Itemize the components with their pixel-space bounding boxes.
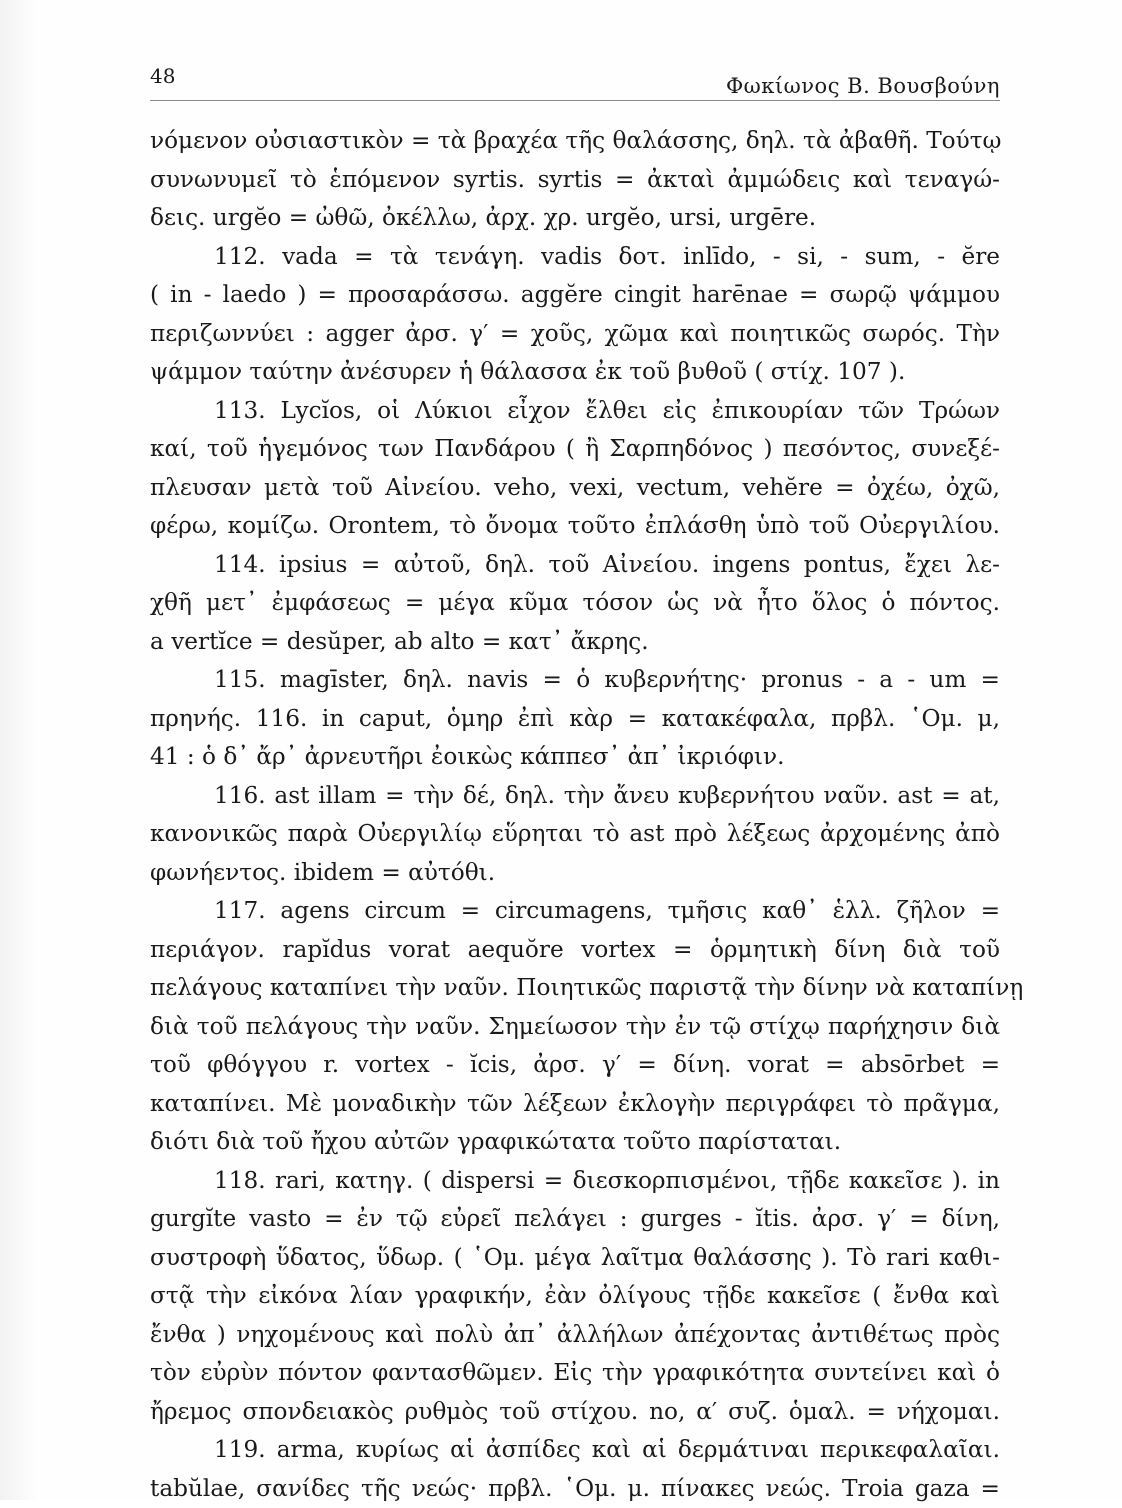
text-line: στᾷ τὴν εἰκόνα λίαν γραφικήν, ἐὰν ὀλίγους τῇδε κακεῖσε ( ἔνθα καὶ — [150, 1277, 1000, 1316]
page-number: 48 — [150, 64, 175, 88]
text-line: διότι διὰ τοῦ ἤχου αὐτῶν γραφικώτατα τοῦτο παρίσταται. — [150, 1123, 1000, 1162]
text-line: δεις. urgĕo = ὠθῶ, ὀκέλλω, ἀρχ. χρ. urgĕo, ursi, urgēre. — [150, 199, 1000, 238]
header-rule — [150, 100, 1000, 101]
text-line: περιάγον. rapĭdus vorat aequŏre vortex = ὁρμητικὴ δίνη διὰ τοῦ — [150, 931, 1000, 970]
running-title: Φωκίωνος Β. Βουσβούνη — [726, 74, 1000, 98]
text-line: νόμενον οὐσιαστικὸν = τὰ βραχέα τῆς θαλάσσης, δηλ. τὰ ἀβαθῆ. Τούτῳ — [150, 122, 1000, 161]
text-line: 115. magīster, δηλ. navis = ὁ κυβερνήτης· pronus - a - um = — [150, 661, 1000, 700]
text-line: 41 : ὁ δ᾽ ἄρ᾽ ἀρνευτῆρι ἐοικὼς κάππεσ᾽ ἀπ᾽ ἰκριόφιν. — [150, 738, 1000, 777]
text-line: φωνήεντος. ibidem = αὐτόθι. — [150, 854, 1000, 893]
text-line: χθῆ μετ᾽ ἐμφάσεως = μέγα κῦμα τόσον ὡς νὰ ἦτο ὅλος ὁ πόντος. — [150, 584, 1000, 623]
text-line: 116. ast illam = τὴν δέ, δηλ. τὴν ἄνευ κυβερνήτου ναῦν. ast = at, — [150, 777, 1000, 816]
text-line: 113. Lycĭos, οἱ Λύκιοι εἶχον ἔλθει εἰς ἐπικουρίαν τῶν Τρώων — [150, 392, 1000, 431]
text-line: a vertĭce = desŭper, ab alto = κατ᾽ ἄκρης. — [150, 623, 1000, 662]
text-line: συνωνυμεῖ τὸ ἑπόμενον syrtis. syrtis = ἀκταὶ ἀμμώδεις καὶ τεναγώ- — [150, 161, 1000, 200]
page-header — [150, 64, 1000, 104]
text-line: συστροφὴ ὕδατος, ὕδωρ. ( ῾Ομ. μέγα λαῖτμα θαλάσσης ). Τὸ rari καθι- — [150, 1239, 1000, 1278]
page-edge-shadow — [0, 0, 40, 1500]
text-line: 117. agens circum = circumagens, τμῆσις καθ᾽ ἑλλ. ζῆλον = — [150, 892, 1000, 931]
text-line: πρηνής. 116. in caput, ὁμηρ ἐπὶ κὰρ = κατακέφαλα, πρβλ. ῾Ομ. μ, — [150, 700, 1000, 739]
text-line: τοῦ φθόγγου r. vortex - ĭcis, ἀρσ. γ′ = δίνη. vorat = absōrbet = — [150, 1046, 1000, 1085]
text-line: ( in - laedo ) = προσαράσσω. aggĕre cingit harēnae = σωρῷ ψάμμου — [150, 276, 1000, 315]
text-line: 118. rari, κατηγ. ( dispersi = διεσκορπισμένοι, τῇδε κακεῖσε ). in — [150, 1162, 1000, 1201]
text-line: 112. vada = τὰ τενάγη. vadis δοτ. inlīdo, - si, - sum, - ĕre — [150, 238, 1000, 277]
text-line: 114. ipsius = αὐτοῦ, δηλ. τοῦ Αἰνείου. ingens pontus, ἔχει λε- — [150, 546, 1000, 585]
text-line: περιζωννύει : agger ἀρσ. γ′ = χοῦς, χῶμα καὶ ποιητικῶς σωρός. Τὴν — [150, 315, 1000, 354]
commentary-text — [150, 122, 1000, 1508]
text-line: πλευσαν μετὰ τοῦ Αἰνείου. veho, vexi, vectum, vehĕre = ὀχέω, ὀχῶ, — [150, 469, 1000, 508]
text-line: διὰ τοῦ πελάγους τὴν ναῦν. Σημείωσον τὴν ἐν τῷ στίχῳ παρήχησιν διὰ — [150, 1008, 1000, 1047]
text-line: 119. arma, κυρίως αἱ ἀσπίδες καὶ αἱ δερμάτιναι περικεφαλαῖαι. — [150, 1431, 1000, 1470]
text-line: καταπίνει. Μὲ μοναδικὴν τῶν λέξεων ἐκλογὴν περιγράφει τὸ πρᾶγμα, — [150, 1085, 1000, 1124]
text-line: tabŭlae, σανίδες τῆς νεώς· πρβλ. ῾Ομ. μ. πίνακες νεώς. Troia gaza = — [150, 1470, 1000, 1508]
text-line: πελάγους καταπίνει τὴν ναῦν. Ποιητικῶς παριστᾷ τὴν δίνην νὰ καταπίνῃ — [150, 969, 1000, 1008]
text-line: κανονικῶς παρὰ Οὐεργιλίῳ εὕρηται τὸ ast πρὸ λέξεως ἀρχομένης ἀπὸ — [150, 815, 1000, 854]
text-line: ἤρεμος σπονδειακὸς ρυθμὸς τοῦ στίχου. no, α′ συζ. ὁμαλ. = νήχομαι. — [150, 1393, 1000, 1432]
text-line: καί, τοῦ ἡγεμόνος των Πανδάρου ( ἢ Σαρπηδόνος ) πεσόντος, συνεξέ- — [150, 430, 1000, 469]
text-line: φέρω, κομίζω. Orontem, τὸ ὄνομα τοῦτο ἐπλάσθη ὑπὸ τοῦ Οὐεργιλίου. — [150, 507, 1000, 546]
text-line: τὸν εὐρὺν πόντον φαντασθῶμεν. Εἰς τὴν γραφικότητα συντείνει καὶ ὁ — [150, 1354, 1000, 1393]
text-line: ἔνθα ) νηχομένους καὶ πολὺ ἀπ᾽ ἀλλήλων ἀπέχοντας ἀντιθέτως πρὸς — [150, 1316, 1000, 1355]
text-line: gurgĭte vasto = ἐν τῷ εὐρεῖ πελάγει : gurges - ĭtis. ἀρσ. γ′ = δίνη, — [150, 1200, 1000, 1239]
text-line: ψάμμον ταύτην ἀνέσυρεν ἡ θάλασσα ἐκ τοῦ βυθοῦ ( στίχ. 107 ). — [150, 353, 1000, 392]
